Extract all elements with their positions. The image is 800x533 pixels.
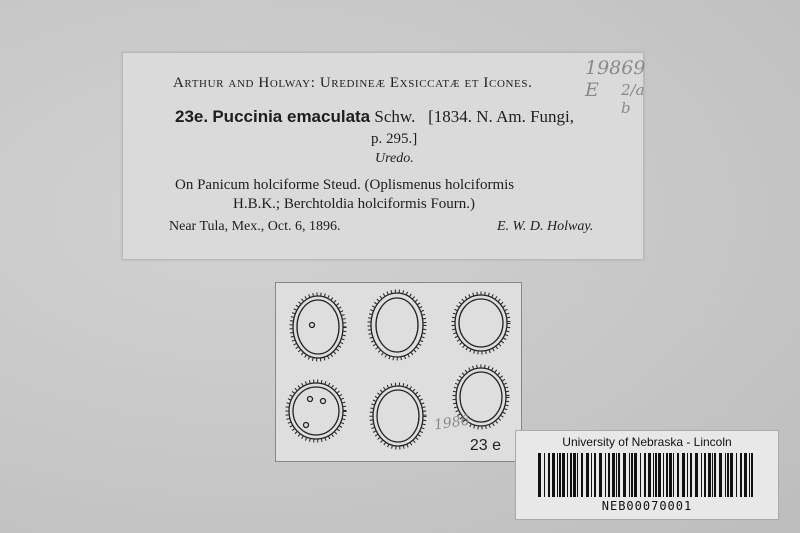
- citation-first: [1834. N. Am. Fungi,: [428, 107, 575, 126]
- barcode-bar: [544, 453, 545, 497]
- barcode-bar: [666, 453, 668, 497]
- barcode-bar: [658, 453, 661, 497]
- barcode-bar: [634, 453, 637, 497]
- barcode-bar: [538, 453, 541, 497]
- species-authority: Schw.: [374, 107, 416, 126]
- barcode-bar: [623, 453, 626, 497]
- host-line-1: On Panicum holciforme Steud. (Oplismenus holciformis: [175, 177, 515, 193]
- barcode-bar: [736, 453, 737, 497]
- barcode-bar: [701, 453, 702, 497]
- spore-drawing: [287, 381, 345, 441]
- plate-handwriting: 1986: [433, 412, 471, 434]
- barcode-bar: [616, 453, 617, 497]
- barcode-bar: [730, 453, 733, 497]
- barcode-bar: [682, 453, 685, 497]
- citation-second: p. 295.]: [371, 131, 418, 147]
- barcode-bar: [695, 453, 698, 497]
- barcode-bar: [629, 453, 630, 497]
- barcode-bar: [577, 453, 578, 497]
- specimen-label: [122, 52, 644, 260]
- exsiccata-number: 23e.: [175, 107, 209, 126]
- species-line: [175, 107, 574, 127]
- barcode-number: NEB00070001: [601, 499, 693, 513]
- barcode-bar: [608, 453, 610, 497]
- barcode-bar: [559, 453, 561, 497]
- spore-drawings: [276, 283, 521, 461]
- barcode-bar: [594, 453, 596, 497]
- barcode-bar: [653, 453, 654, 497]
- barcode-bar: [618, 453, 620, 497]
- barcode-bar: [677, 453, 679, 497]
- barcode-bar: [631, 453, 633, 497]
- barcode-bar: [719, 453, 722, 497]
- barcode-bar: [644, 453, 646, 497]
- collector: E. W. D. Holway.: [497, 219, 594, 234]
- barcode-bar: [744, 453, 747, 497]
- barcode-bar: [708, 453, 711, 497]
- host-line-2: H.B.K.; Berchtoldia holciformis Fourn.): [233, 196, 476, 212]
- barcode-bar: [714, 453, 716, 497]
- barcode-bar: [749, 453, 750, 497]
- institution-name: University of Nebraska - Lincoln: [562, 435, 732, 449]
- series-header: Arthur and Holway: Uredineæ Exsiccatæ et Icones.: [173, 75, 533, 91]
- barcode-bar: [751, 453, 753, 497]
- barcode-bar: [648, 453, 651, 497]
- barcode-image: [538, 453, 756, 497]
- barcode-bar: [687, 453, 688, 497]
- barcode-bar: [740, 453, 742, 497]
- plate-number: 23 e: [469, 437, 501, 454]
- barcode-bar: [573, 453, 576, 497]
- barcode-bar: [690, 453, 692, 497]
- barcode-bar: [669, 453, 672, 497]
- barcode-bar: [612, 453, 615, 497]
- barcode-bar: [552, 453, 555, 497]
- locality-date: Near Tula, Mex., Oct. 6, 1896.: [169, 219, 341, 234]
- barcode-bar: [663, 453, 664, 497]
- barcode-bar: [570, 453, 572, 497]
- spore-drawing: [371, 384, 425, 448]
- spore-drawing: [453, 293, 509, 353]
- spore-drawing: [369, 291, 425, 359]
- species-name: Puccinia emaculata: [212, 107, 371, 126]
- barcode-bar: [655, 453, 657, 497]
- barcode-bar: [712, 453, 713, 497]
- handwritten-annotation: 2/a b: [621, 81, 645, 117]
- barcode-bar: [640, 453, 641, 497]
- barcode-bar: [727, 453, 729, 497]
- barcode-bar: [548, 453, 550, 497]
- barcode-bar: [673, 453, 674, 497]
- barcode-bar: [557, 453, 558, 497]
- barcode-bar: [725, 453, 726, 497]
- handwritten-accession: 19869 E: [585, 57, 646, 101]
- spore-drawing: [291, 294, 345, 360]
- spore-illustration-plate: [275, 282, 522, 462]
- barcode-bar: [605, 453, 606, 497]
- barcode-bar: [562, 453, 565, 497]
- barcode-bar: [599, 453, 602, 497]
- barcode-bar: [591, 453, 592, 497]
- spore-stage: Uredo.: [375, 151, 414, 166]
- barcode-bar: [704, 453, 706, 497]
- barcode-label: [515, 430, 779, 520]
- barcode-bar: [567, 453, 568, 497]
- barcode-bar: [581, 453, 583, 497]
- barcode-bar: [586, 453, 589, 497]
